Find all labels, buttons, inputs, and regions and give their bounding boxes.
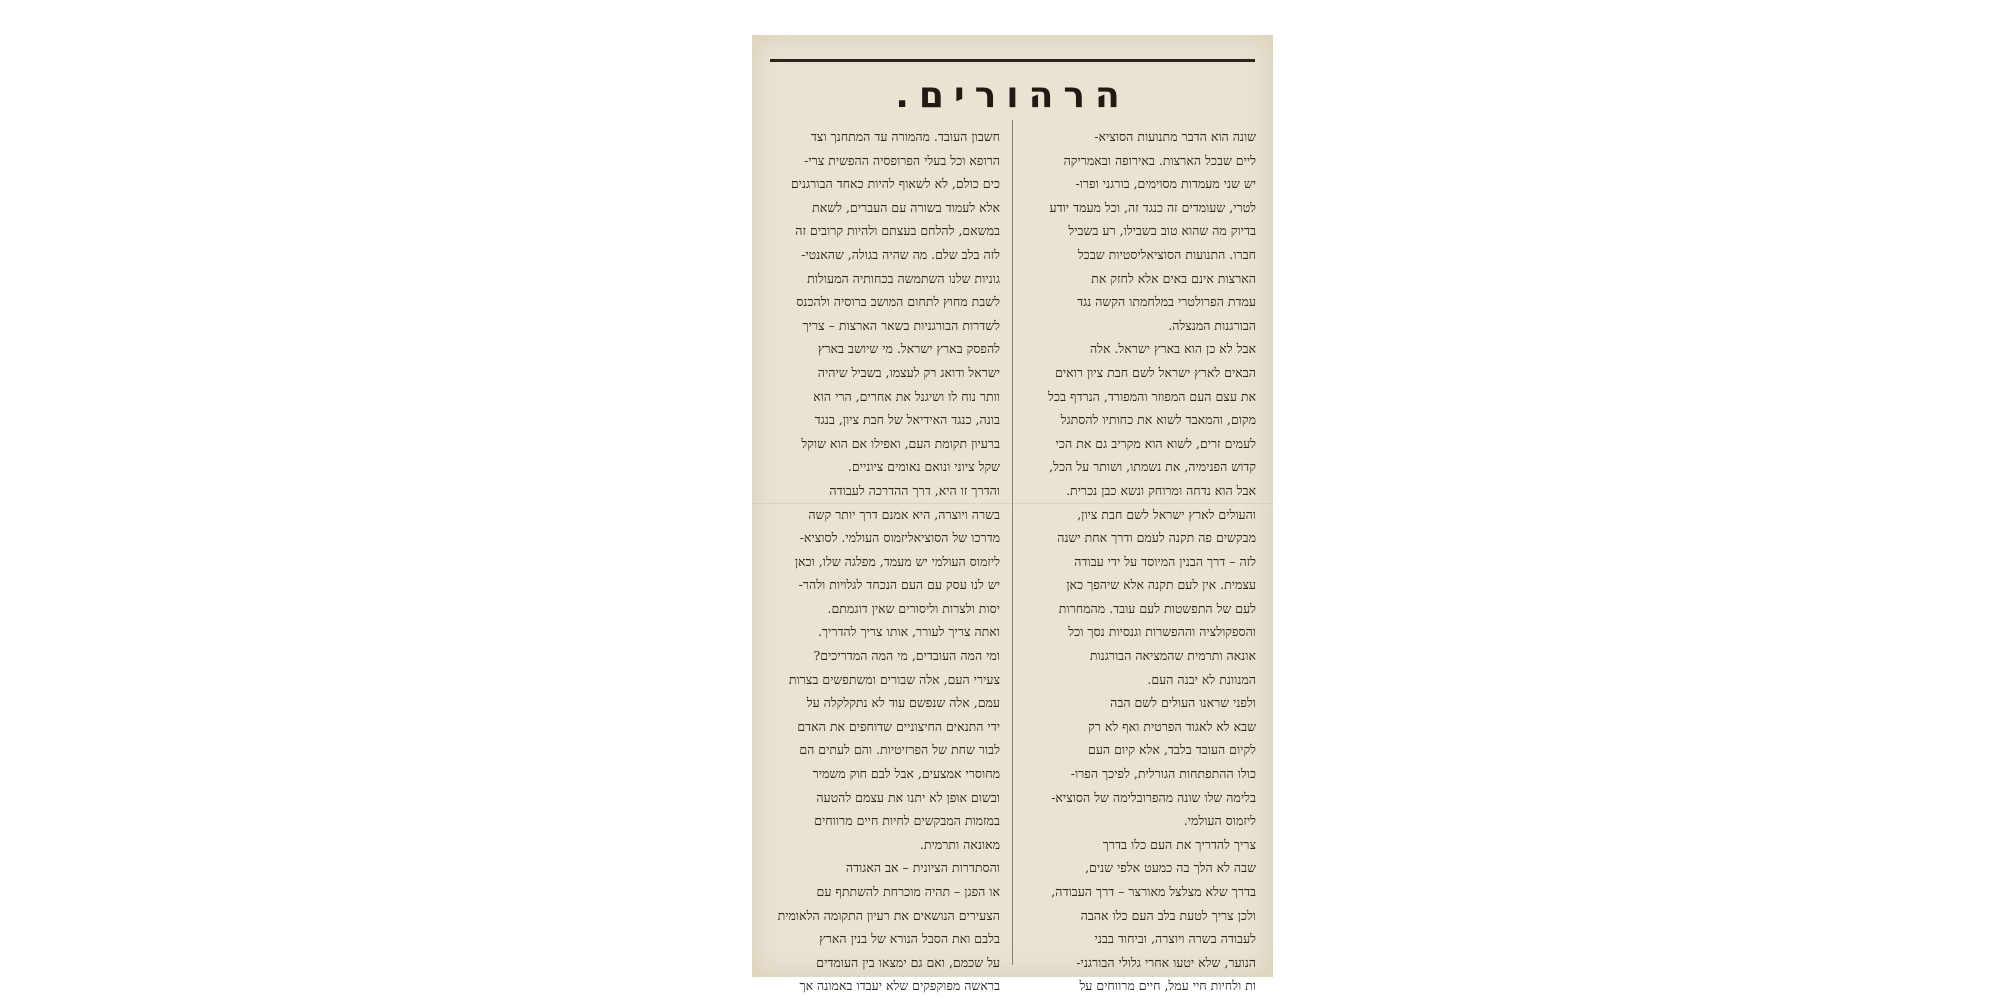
column-divider: [1012, 120, 1013, 965]
paragraph: והדרך זו היא, דרך ההדרכה לעבודה בשרה ויוצרה, היא אמנם דרך יותר קשה מדרכו של הסוציאליזמוס העולמי. לסוציא- ליזמוס העולמי יש מעמד, מפלגה שלו, וכאן יש לנו עסק עם העם הנכחד לגלויות ולהר- יסות ולצרות וליסורים שאין דוגמתם. ואתה צריך לעורר, אותו צריך להדריך.: [794, 482, 1000, 640]
newspaper-clipping: [752, 35, 1273, 994]
paragraph: ומי המה העובדים, מי המה המדריכים?: [813, 648, 1000, 664]
paragraph: צעירי העם, אלה שבורים ומשתפשים בצרות עמם, אלה שנפשם עוד לא נתקלקלה על ידי התנאים החיצוניים שדוחפים את האדם לבור שחת של הפרזיטיות. והם לעתים הם מחוסרי אמצעים, אבל לבם חוק משמיר ובשום אופן לא יתנו את עצמם להטעה במזמות המבקשים לחיות חיים מרווחים מאונאה ותרמית.: [788, 671, 1000, 852]
paragraph: אבל לא כן הוא בארץ ישראל. אלה הבאים לארץ ישראל לשם חבת ציון רואים את עצם העם המפוזר והמפורד, הנרדף בכל מקום, והמאבד לשוא את כחותיו להסתגל לעמים זרים, לשוא הוא מקריב גם את הכי קדוש הפנימיה, את נשמתו, ושותר על הכל, אבל הוא נדחה ומרוחק ונשא כבן נכרית. והעולים לארץ ישראל לשם חבת ציון, מבקשים פה תקנה לעמם ודרך אחת ישנה לזה – דרך הבנין המיוסד על ידי עבודה עצמית. אין לעם תקנה אלא שיהפך כאן לעם של התפשטות לעם עובד. מהמחרות והספקולציה וההפשרות וגנסיות נסך וכל אונאה ותרמית שהמציאה הבורגנות המנוונת לא יבנה העם.: [1048, 341, 1256, 687]
paragraph: צריך להדריך את העם כלו בדרך שבה לא הלך בה כמעט אלפי שנים, בדרך שלא מצלצל מאורצר – דרך העבודה, ולכן צריך לטעת בלב העם כלו אהבה לעבודה בשרה ויוצרה, וביחוד בבני הנוער, שלא יטעו אחרי גלולי הבורגני- ות ולחיות חיי עמל, חיים מרווחים על: [1051, 836, 1256, 994]
top-rule: [770, 59, 1255, 62]
paragraph: ולפני שראנו העולים לשם הבה שבא לא לאגוד הפרטית ואף לא רק לקיום העובד בלבד, אלא קיום העם כולו ההתפתחות הגורלית, לפיכך הפרו- בלימה שלו שונה מהפרובלימה של הסוציא- ליזמוס העולמי.: [1051, 695, 1256, 829]
paragraph: חשבון העובד. מהמורה עד המתחנך וצד הרופא וכל בעלי הפרופסיה ההפשית צרי- כים כולם, לא לשאוף להיות כאחד הבורגנים אלא לעמוד בשורה עם העברים, לשאת במשאם, להלחם בעצתם ולהיות קרובים זה לזה בלב שלם. מה שהיה בגולה, שהאנטי- גוניות שלנו השתמשה בכחותיה המעולות לשבת מחוץ לתחום המושב ברוסיה ולהכנס לשדרות הבורגניות בשאר הארצות – צריך להפסק בארץ ישראל. מי שיושב בארץ ישראל ודואג רק לעצמו, בשביל שיהיה וותר נוח לו ושיגנל את אחרים, הרי הוא בונה, כנגד האידיאל של חבת ציון, בנגד ברעיון תקומת העם, ואפילו אם הוא שוקל שקל ציוני ונואם נאומים ציוניים.: [790, 129, 1000, 475]
article-column-left: [768, 125, 1000, 994]
paragraph: והסתדרות הציונית – אב האגודה או הפגן – תהיה מוכרחת להשתתף עם הצעירים הנושאים את רעיון התקומה הלאומית בלבם ואת הסבל הנורא של בנין הארץ על שכמם, ואם גם ימצאו בין העומדים בראשה מפוקפקים שלא יעבדו באמונה אך: [777, 860, 1000, 994]
article-headline: הרהורים.: [895, 75, 1130, 116]
article-column-right: [1024, 125, 1256, 994]
paragraph: שונה הוא הדבר מתנועות הסוציא- ליים שבכל הארצות. באירופה ובאמריקה יש שני מעמדות מסוימים, בורגני ופרו- לטרי, שעומדים זה כנגד זה, וכל מעמד יודע בדיוק מה שהוא טוב בשבילו, רע בשביל חברו. התנועות הסוציאליסטיות שבכל הארצות אינם באים אלא לחזק את עמדת הפרולטרי במלחמתו הקשה נגד הבורגנות המנצלה.: [1049, 129, 1256, 333]
